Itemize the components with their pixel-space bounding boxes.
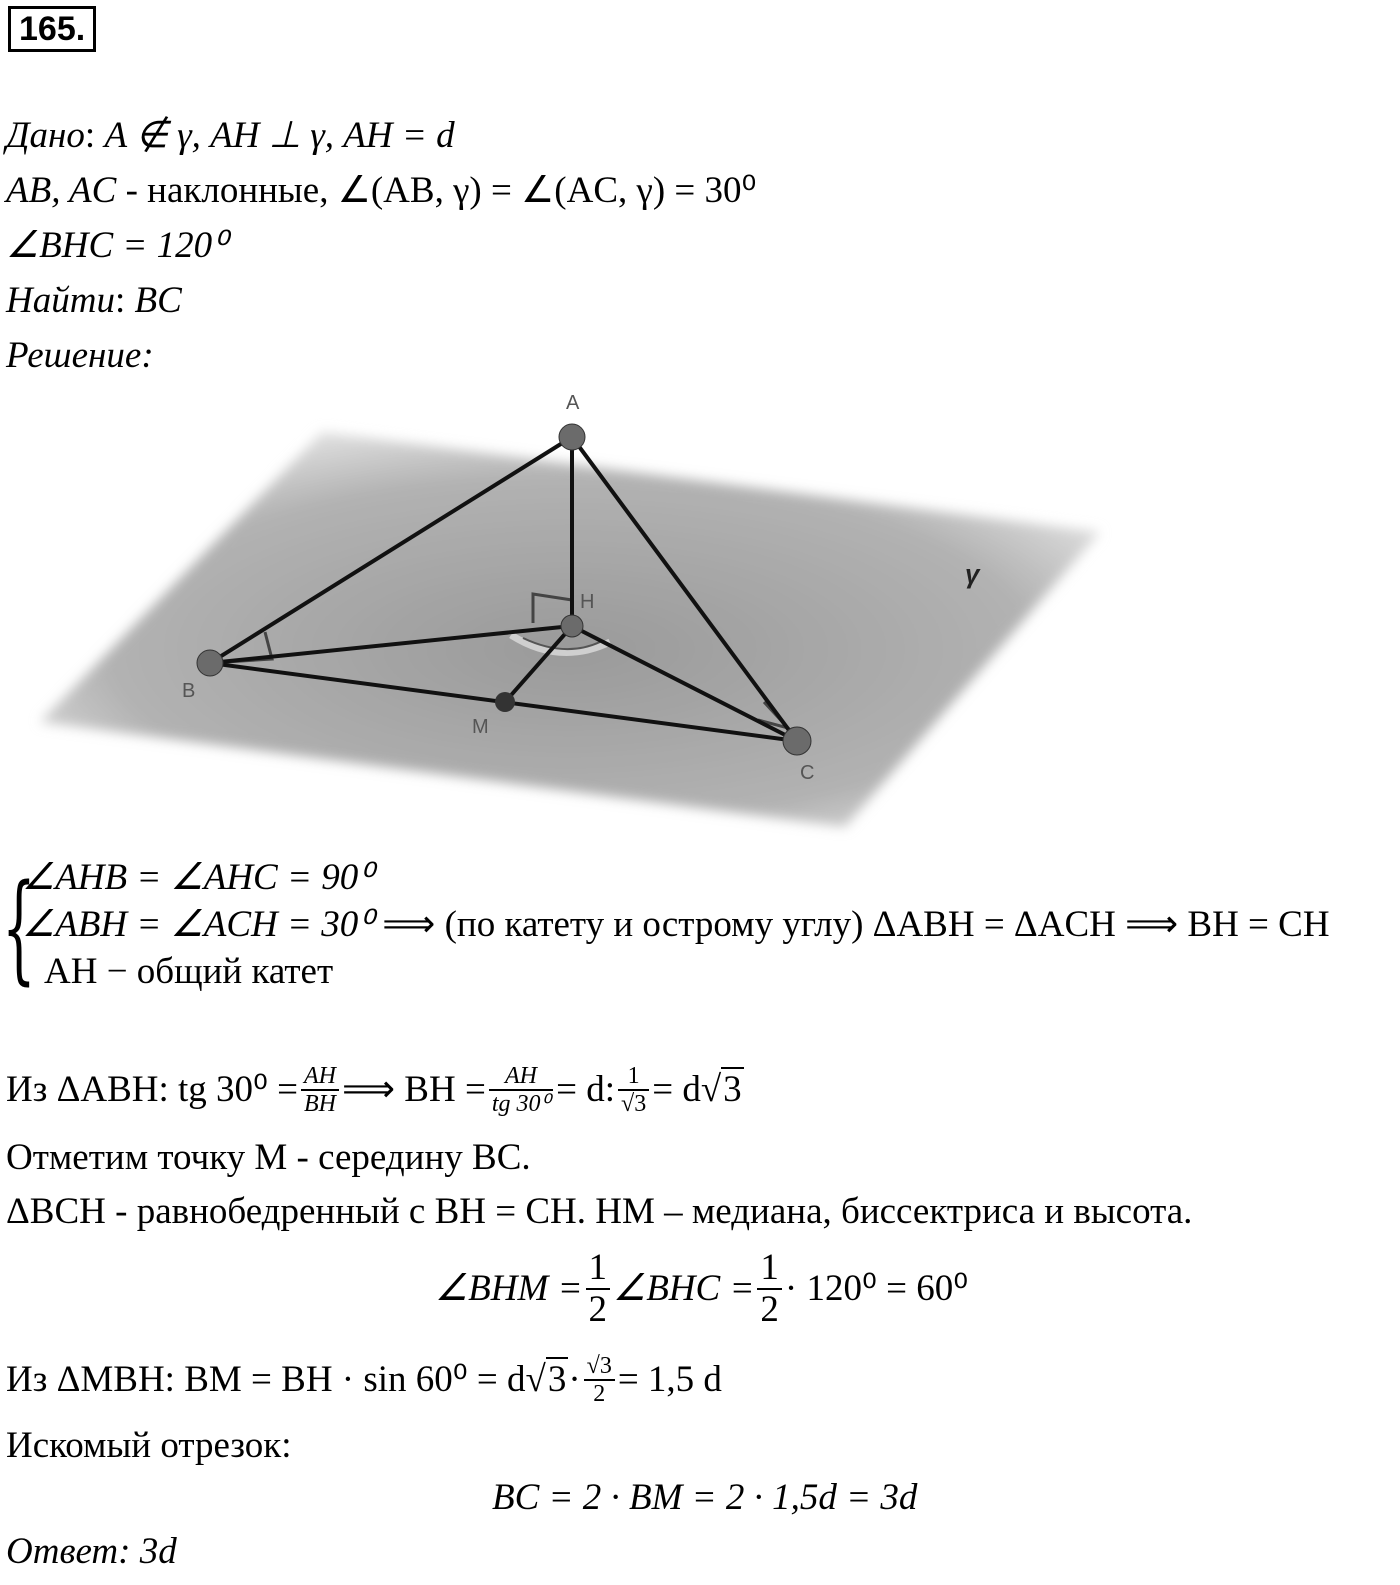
step-5 [6,1342,722,1418]
step-5-c: = 1,5 d [617,1359,722,1400]
step-1-radicand: 3 [723,1069,742,1110]
fraction-half-1 [586,1248,611,1330]
given-line-1: Дано: A ∉ γ, AH ⊥ γ, AH = d [6,115,455,156]
label-h: H [580,591,595,613]
solution-label: Решение: [6,335,154,376]
fraction-1-sqrt3 [618,1063,649,1117]
point-b [197,650,223,676]
given-label: Дано [6,115,85,156]
answer-label: Ответ [6,1531,119,1572]
find-line: Найти: BC [6,280,182,321]
system-row-1: ∠AHB = ∠AHC = 90⁰ [22,857,374,898]
fraction-denominator: √3 [621,1091,647,1117]
point-h [561,615,583,637]
step-7: BC = 2 · BM = 2 · 1,5d = 3d [492,1477,918,1518]
fraction-numerator: AH [489,1063,553,1091]
inclined-text: - наклонные, ∠(AB, γ) = ∠(AC, γ) = 30⁰ [116,170,757,211]
label-m: M [472,716,489,738]
given-line-3: ∠BHC = 120⁰ [6,225,227,266]
fraction-denominator: 2 [593,1381,606,1407]
step-2: Отметим точку M - середину BC. [6,1137,531,1178]
label-c: C [800,762,815,784]
find-label: Найти [6,280,115,321]
fraction-half-2 [757,1248,782,1330]
system-row-3: AH − общий катет [44,951,334,992]
step-1-end: = d√ [652,1069,722,1110]
fraction-denominator: 2 [760,1289,779,1330]
step-5-a: Из ΔMBH: BM = BH · sin 60⁰ = d√ [6,1359,546,1400]
point-m [495,692,515,712]
step-4-b: ∠BHC = [613,1268,755,1309]
point-a [559,424,585,450]
step-1-mid: ⟹ BH = [342,1069,486,1110]
plane-label: γ [965,559,980,589]
label-a: A [566,392,580,414]
step-1-prefix: Из ΔABH: tg 30⁰ = [6,1069,299,1110]
fraction-numerator: 1 [586,1248,611,1290]
point-c [783,727,811,755]
label-b: B [182,680,196,702]
system-row-2-eq: ∠ABH = ∠ACH = 30⁰ [22,904,374,945]
fraction-sqrt3-2 [584,1353,615,1407]
problem-number: 165. [8,6,96,52]
step-4 [435,1244,968,1334]
geometry-figure [0,380,1400,850]
inclined-lines: AB, AC [6,170,117,211]
step-5-radicand: 3 [547,1359,567,1400]
system-brace: { [2,858,36,996]
fraction-ah-bh [301,1063,339,1117]
step-5-b: · [568,1359,581,1400]
find-value: BC [134,280,182,321]
answer-line [6,1530,177,1574]
step-4-a: ∠BHM = [435,1268,583,1309]
step-3: ΔBCH - равнобедренный с BH = CH. HM – медиана, биссектриса и высота. [6,1191,1193,1232]
step-1 [6,1050,744,1130]
fraction-numerator: 1 [618,1063,649,1091]
fraction-numerator: AH [301,1063,339,1091]
fraction-numerator: 1 [757,1248,782,1290]
system-row-2 [22,903,1330,947]
step-6: Искомый отрезок: [6,1425,292,1466]
answer-value: : 3d [118,1531,177,1572]
fraction-denominator: tg 30⁰ [491,1091,551,1117]
given-conditions: A ∉ γ, AH ⊥ γ, AH = d [104,115,455,156]
given-line-2 [6,169,756,213]
step-1-mid2: = d: [556,1069,616,1110]
fraction-denominator: 2 [588,1289,608,1330]
fraction-ah-tg30 [489,1063,553,1117]
fraction-numerator: √3 [584,1353,615,1381]
fraction-denominator: BH [304,1091,337,1117]
system-conclusion: ⟹ (по катету и острому углу) ΔABH = ΔACH ⟹ BH = CH [373,904,1330,945]
step-4-c: · 120⁰ = 60⁰ [784,1268,969,1309]
